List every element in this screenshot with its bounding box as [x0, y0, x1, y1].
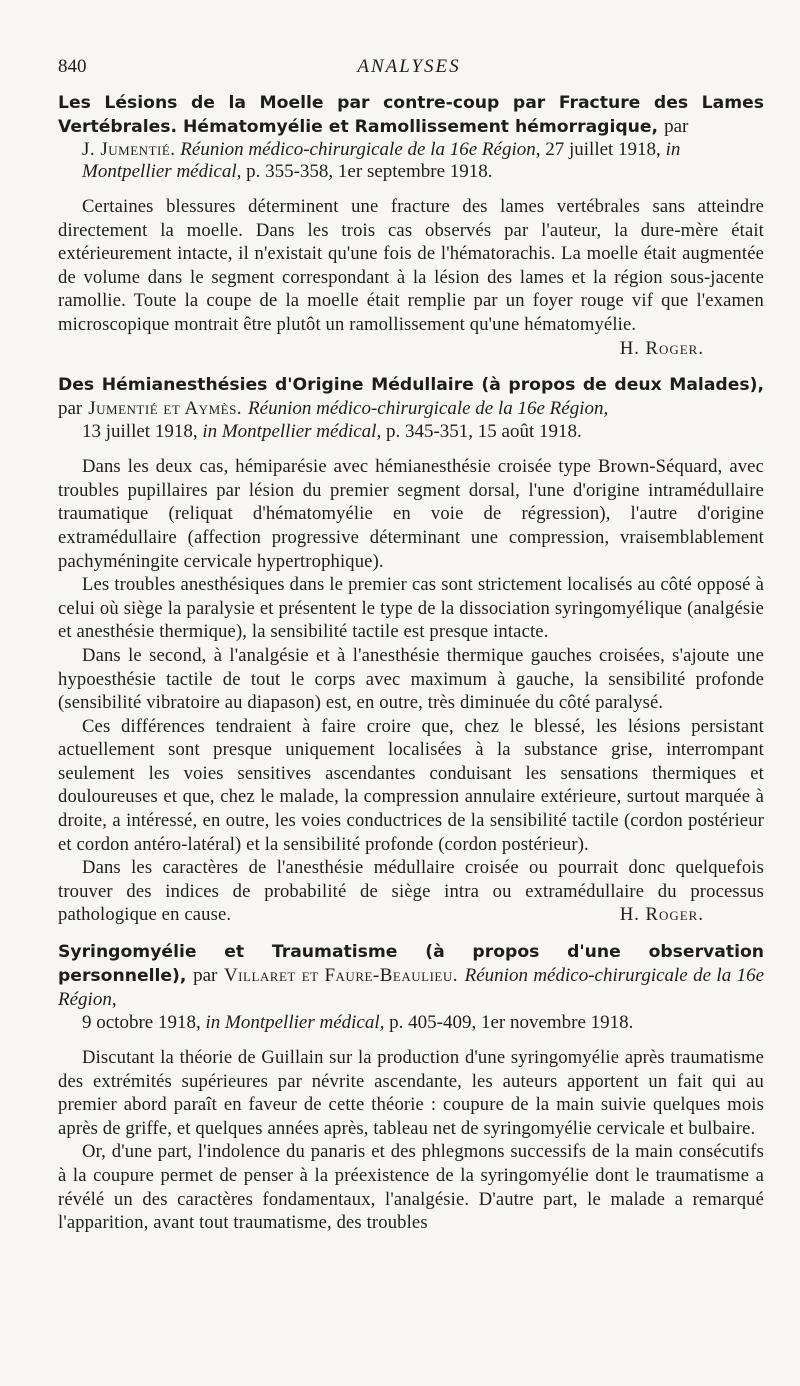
signature: H. Roger. [619, 904, 704, 926]
article-title-text: Des Hémianesthésies d'Origine Médullaire (à propos de deux Malades), [58, 375, 764, 396]
article-title-text: Les Lésions de la Moelle par contre-coup par Fracture des Lames Vertébrales. Hématomyélie et Ramollissement hémorragique, [58, 93, 764, 137]
running-head [58, 52, 760, 82]
paragraph [58, 856, 764, 927]
signature: H. Roger. [619, 337, 704, 359]
article-title [58, 374, 764, 421]
article-title [58, 941, 764, 1012]
article-3 [58, 941, 764, 1235]
pages-date: p. 355-358, 1er septembre 1918. [246, 161, 493, 182]
date: 13 juillet 1918, [82, 421, 198, 443]
paragraph: Or, d'une part, l'indolence du panaris et des phlegmons successifs de la main consécutifs à la coupure permet de penser à la préexistence de la syringomyélie dont le traumatisme a révélé un des caractères fondamentaux, l'analgésie. D'autre part, le malade a remarqué l'apparition, avant tout traumatisme, des troubles [58, 1141, 764, 1234]
paragraph-text: Dans les caractères de l'anesthésie médullaire croisée ou pourrait donc quelquefois trouver des indices de probabilité de siège intra ou extramédullaire du processus pathologique en cause. [58, 857, 764, 926]
article-2 [58, 374, 764, 927]
pages-date: p. 345-351, 15 août 1918. [385, 421, 582, 443]
authors: J. Jumentié. [82, 139, 176, 160]
authors: Villaret et Faure-Beaulieu. [223, 965, 458, 987]
citation [58, 1012, 764, 1034]
paragraph: Les troubles anesthésiques dans le premier cas sont strictement localisés au côté opposé à celui où siège la paralysie et présentent le type de la dissociation syringomyélique (analgésie et anesthésie thermique), la sensibilité tactile est presque intacte. [58, 574, 764, 643]
source: Montpellier médical, [82, 161, 242, 182]
article-1 [58, 92, 764, 360]
journal: Réunion médico-chirurgicale de la 16e Région, [58, 965, 765, 1011]
paragraph-text: Certaines blessures déterminent une fracture des lames vertébrales sans atteindre directement la moelle. Dans les trois cas observés par l'auteur, la dure-mère était extérieurement intacte, il n'existait qu'une fois de l'hématorachis. La moelle était augmentée de volume dans le segment correspondant à la lésion des lames et la région sous-jacente ramollie. Toute la coupe de la moelle était remplie par un foyer rouge vif que l'examen microscopique montrait être plutôt un ramollissement qu'une hématomyélie. [58, 196, 764, 335]
by-word: par [664, 116, 689, 137]
article-title-text: Syringomyélie et Traumatisme (à propos d'une observation personnelle), [58, 942, 764, 987]
paragraph: Dans le second, à l'analgésie et à l'anesthésie thermique gauches croisées, s'ajoute une hypoesthésie tactile de tout le corps avec maximum à gauche, la sensibilité profonde (sensibilité vibratoire au diapason) est, en outre, très diminuée du côté paralysé. [58, 644, 764, 714]
pages-date: p. 405-409, 1er novembre 1918. [389, 1012, 634, 1034]
in-word: in [202, 421, 218, 443]
authors: Jumentié et Aymès. [88, 398, 243, 420]
in-word: in [665, 139, 681, 160]
date: 9 octobre 1918, [82, 1012, 201, 1034]
source: Montpellier médical, [221, 421, 382, 443]
page-number: 840 [58, 56, 87, 77]
paragraph: Dans les deux cas, hémiparésie avec hémianesthésie croisée type Brown-Séquard, avec troubles pupillaires par lésion du premier segment dorsal, l'une d'origine intramédullaire traumatique (reliquat d'hématomyélie en voie de régression), l'autre d'origine extramédullaire (affection progressive déterminant une compression, vraisemblablement pachyméningite cervicale hypertrophique). [58, 456, 764, 572]
journal: Réunion médico-chirurgicale de la 16e Région, [248, 398, 609, 420]
citation [58, 421, 764, 443]
article-title [58, 92, 764, 139]
citation [58, 139, 764, 183]
journal: Réunion médico-chirurgicale de la 16e Région, [180, 139, 541, 160]
in-word: in [205, 1012, 221, 1034]
date: 27 juillet 1918, [545, 139, 661, 160]
by-word: par [58, 398, 83, 420]
source: Montpellier médical, [225, 1012, 385, 1034]
section-title: ANALYSES [357, 56, 461, 77]
paragraph: Discutant la théorie de Guillain sur la production d'une syringomyélie après traumatisme des extrémités supérieures par névrite ascendante, les auteurs apportent un fait qui au premier abord paraît en faveur de cette théorie : coupure de la main suivie quelques mois après de griffe, et quelques années après, tableau net de syringomyélie cervicale et bulbaire. [58, 1047, 764, 1139]
article-list [58, 92, 764, 1249]
by-word: par [193, 965, 218, 987]
paragraph: Ces différences tendraient à faire croire que, chez le blessé, les lésions persistant actuellement sont presque uniquement localisées à la substance grise, interrompant seulement les voies sensitives ascendantes conduisant les sensations thermiques et douloureuses et que, chez le malade, la compression annulaire extérieure, surtout marquée à droite, a intéressé, en outre, les voies conductrices de la sensibilité tactile (cordon postérieur et cordon antéro-latéral) et la sensibilité profonde (cordon postérieur). [58, 715, 764, 855]
paragraph [58, 195, 764, 359]
